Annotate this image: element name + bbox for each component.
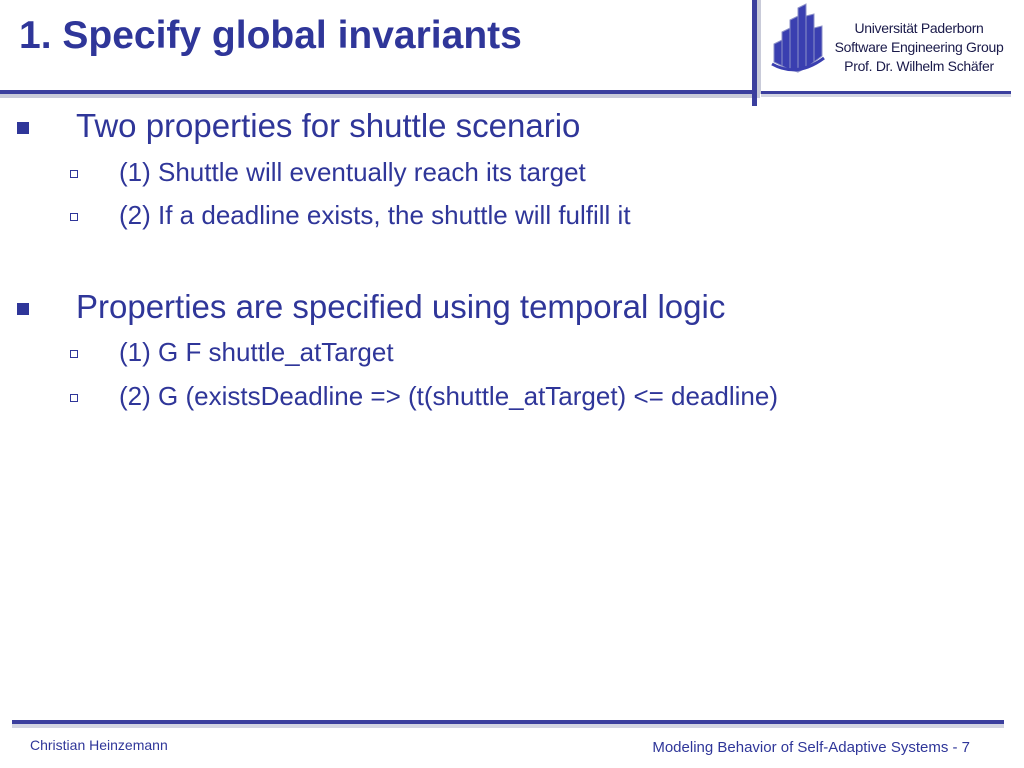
footer-author: Christian Heinzemann bbox=[30, 737, 168, 753]
header-rule-shadow bbox=[0, 94, 760, 98]
footer-rule-shadow bbox=[12, 724, 1004, 728]
institution-line-group: Software Engineering Group bbox=[834, 39, 1004, 55]
hollow-square-bullet-icon bbox=[70, 213, 78, 221]
slide-title: 1. Specify global invariants bbox=[19, 14, 522, 57]
hollow-square-bullet-icon bbox=[70, 350, 78, 358]
university-logo-icon bbox=[768, 2, 826, 74]
bullet-heading: Two properties for shuttle scenario bbox=[76, 107, 581, 144]
footer-course-page: Modeling Behavior of Self-Adaptive Systems - 7 bbox=[652, 739, 970, 756]
header-right-rule-shadow bbox=[761, 94, 1011, 97]
sub-bullet: (2) If a deadline exists, the shuttle will fulfill it bbox=[119, 200, 631, 230]
bullet-heading: Properties are specified using temporal logic bbox=[76, 288, 726, 325]
square-bullet-icon bbox=[17, 122, 29, 134]
institution-line-professor: Prof. Dr. Wilhelm Schäfer bbox=[844, 58, 994, 74]
header-vertical-rule-shadow bbox=[757, 0, 761, 94]
hollow-square-bullet-icon bbox=[70, 394, 78, 402]
square-bullet-icon bbox=[17, 303, 29, 315]
sub-bullet: (1) Shuttle will eventually reach its target bbox=[119, 157, 586, 187]
institution-block bbox=[822, 19, 1016, 76]
sub-bullet: (2) G (existsDeadline => (t(shuttle_atTarget) <= deadline) bbox=[119, 381, 779, 411]
sub-bullet: (1) G F shuttle_atTarget bbox=[119, 337, 394, 367]
institution-line-university: Universität Paderborn bbox=[854, 20, 984, 36]
hollow-square-bullet-icon bbox=[70, 170, 78, 178]
